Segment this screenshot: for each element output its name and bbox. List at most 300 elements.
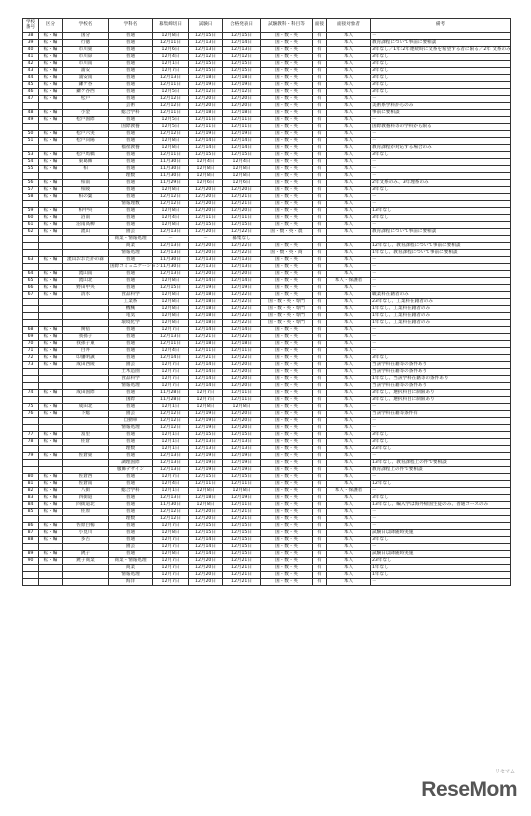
table-cell: 12月22日 <box>223 250 261 257</box>
table-cell: 12月22日 <box>223 355 261 362</box>
table-cell: 67 <box>23 292 39 299</box>
table-cell: 有 <box>313 215 327 222</box>
table-cell: 1年なし、工業科在籍者のみ <box>371 306 511 313</box>
table-cell: 40 <box>23 47 39 54</box>
table-cell: 本人・保護者 <box>327 488 371 495</box>
table-cell: 64 <box>23 271 39 278</box>
table-cell: 12月19日 <box>223 82 261 89</box>
table-row <box>23 341 511 348</box>
table-cell: 62 <box>23 229 39 236</box>
table-cell <box>39 236 63 243</box>
table-row <box>23 243 511 250</box>
table-cell: － <box>371 334 511 341</box>
table-row <box>23 390 511 397</box>
table-cell: 12月20日 <box>189 558 223 565</box>
table-cell: 12月8日 <box>223 173 261 180</box>
table-cell: 13年なし <box>371 208 511 215</box>
table-cell: － <box>371 159 511 166</box>
table-cell: 有 <box>313 523 327 530</box>
table-cell: 国・数・英 <box>261 495 313 502</box>
table-row <box>23 495 511 502</box>
table-cell: 12月14日 <box>189 369 223 376</box>
table-cell: 転・編 <box>39 509 63 516</box>
table-cell: 普通 <box>109 551 153 558</box>
table-cell: 転・編 <box>39 285 63 292</box>
table-cell <box>23 201 39 208</box>
table-row <box>23 572 511 579</box>
table-cell: 12月13日 <box>189 40 223 47</box>
table-cell: 本人 <box>327 341 371 348</box>
table-cell: 食品科学 <box>109 292 153 299</box>
table-row <box>23 530 511 537</box>
table-cell: － <box>371 201 511 208</box>
table-cell: 12月11日 <box>223 348 261 355</box>
table-cell: 48 <box>23 110 39 117</box>
table-cell: 教育課程が対応する場合のみ <box>371 145 511 152</box>
table-cell: 12月21日 <box>223 194 261 201</box>
table-cell: 本人 <box>327 481 371 488</box>
table-cell: 12月1日 <box>153 446 189 453</box>
table-cell: 柏南 <box>63 180 109 187</box>
table-cell: 有 <box>313 348 327 355</box>
table-cell: 12月11日 <box>223 502 261 509</box>
table-row <box>23 544 511 551</box>
table-cell: 12月8日 <box>153 208 189 215</box>
table-cell: － <box>371 509 511 516</box>
table-cell <box>23 145 39 152</box>
table-cell: 有 <box>313 117 327 124</box>
table-cell: 園芸 <box>109 362 153 369</box>
table-cell: 本人 <box>327 110 371 117</box>
table-cell: 12月21日 <box>223 509 261 516</box>
table-cell: 有 <box>313 565 327 572</box>
table-row <box>23 348 511 355</box>
table-cell: 本人 <box>327 89 371 96</box>
table-row <box>23 250 511 257</box>
table-cell: 普通 <box>109 453 153 460</box>
table-cell: 普通 <box>109 355 153 362</box>
table-cell: 国・数・英 <box>261 61 313 68</box>
table-cell: 転・編 <box>39 537 63 544</box>
table-cell: 柏中央 <box>63 208 109 215</box>
table-cell: 13年なし、編入学は海外帰国生徒のみ、普通コースのみ <box>371 502 511 509</box>
table-cell: 転・編 <box>39 152 63 159</box>
table-cell: 小見川 <box>63 530 109 537</box>
table-cell: 有 <box>313 264 327 271</box>
table-cell <box>63 446 109 453</box>
table-cell: 53 <box>23 152 39 159</box>
table-cell: 12月8日 <box>223 488 261 495</box>
table-cell: 12月8日 <box>153 320 189 327</box>
table-cell <box>23 299 39 306</box>
table-cell: 有 <box>313 33 327 40</box>
table-cell <box>63 306 109 313</box>
table-cell: 12月15日 <box>223 68 261 75</box>
table-cell <box>23 446 39 453</box>
table-cell: 国・数・英・専門 <box>261 306 313 313</box>
table-cell: 3年なし <box>371 89 511 96</box>
table-cell: 12月19日 <box>223 460 261 467</box>
table-cell: 富里 <box>63 432 109 439</box>
table-cell <box>39 397 63 404</box>
table-cell: － <box>371 96 511 103</box>
table-cell: 国・数・英 <box>261 33 313 40</box>
table-cell: 転・編 <box>39 257 63 264</box>
table-cell: 12月7日 <box>153 68 189 75</box>
table-cell: 転・編 <box>39 89 63 96</box>
table-cell: 我孫子 <box>63 334 109 341</box>
table-cell: 70 <box>23 341 39 348</box>
table-cell: 柏陵 <box>63 187 109 194</box>
table-cell: 国・数・英 <box>261 117 313 124</box>
table-cell: 芸術 <box>109 103 153 110</box>
table-cell: 普通 <box>109 474 153 481</box>
table-cell: 試験日以降随時実施 <box>371 551 511 558</box>
table-cell: 銚子 <box>63 551 109 558</box>
table-row <box>23 152 511 159</box>
table-cell: 12月18日 <box>189 495 223 502</box>
table-cell: 有 <box>313 369 327 376</box>
table-cell: 有 <box>313 271 327 278</box>
table-row <box>23 229 511 236</box>
table-cell: 12月20日 <box>189 194 223 201</box>
table-cell: 有 <box>313 222 327 229</box>
table-cell: 本人 <box>327 572 371 579</box>
table-row <box>23 285 511 292</box>
table-cell: 12月21日 <box>223 516 261 523</box>
table-cell: 本人 <box>327 397 371 404</box>
table-cell: 12月8日 <box>189 166 223 173</box>
table-cell: 国・数・英 <box>261 173 313 180</box>
table-cell: 本人 <box>327 376 371 383</box>
table-cell: 本人 <box>327 166 371 173</box>
table-cell: 国・数・英 <box>261 488 313 495</box>
table-cell: 有 <box>313 418 327 425</box>
table-cell: 12月12日 <box>153 194 189 201</box>
table-cell: 本人 <box>327 453 371 460</box>
table-cell <box>23 460 39 467</box>
table-cell: 12月20日 <box>223 383 261 390</box>
table-cell: 総合学科 <box>109 488 153 495</box>
table-cell: 12月8日 <box>189 502 223 509</box>
table-cell: 浦安南 <box>63 75 109 82</box>
table-cell: 63 <box>23 257 39 264</box>
table-cell <box>63 516 109 523</box>
table-cell: 国・数・英 <box>261 572 313 579</box>
table-cell: 71 <box>23 348 39 355</box>
table-cell: 有 <box>313 397 327 404</box>
table-cell: 普通 <box>109 537 153 544</box>
table-cell: 本人 <box>327 446 371 453</box>
table-cell: 転・編 <box>39 180 63 187</box>
table-cell: 転・編 <box>39 488 63 495</box>
table-row <box>23 481 511 488</box>
table-cell: 本人 <box>327 537 371 544</box>
table-cell: 有 <box>313 257 327 264</box>
table-cell: 情報処理 <box>109 572 153 579</box>
table-cell: 12月7日 <box>153 537 189 544</box>
table-cell: 美術系学科からのみ <box>371 103 511 110</box>
table-row <box>23 236 511 243</box>
table-cell: 12月15日 <box>189 474 223 481</box>
table-cell: 有 <box>313 362 327 369</box>
table-cell: 市川東 <box>63 47 109 54</box>
table-cell: 普通 <box>109 68 153 75</box>
table-cell: 12月18日 <box>223 110 261 117</box>
table-cell: 本人 <box>327 124 371 131</box>
table-cell: 12月20日 <box>189 208 223 215</box>
table-cell: 国・数・英 <box>261 215 313 222</box>
table-cell: 転・編 <box>39 530 63 537</box>
table-cell: 51 <box>23 138 39 145</box>
table-cell: 12月15日 <box>189 61 223 68</box>
table-cell: 国・数・英 <box>261 292 313 299</box>
table-cell: 12月15日 <box>189 432 223 439</box>
table-cell: － <box>371 453 511 460</box>
table-cell: 転・編 <box>39 481 63 488</box>
table-cell: 情報処理 <box>109 425 153 432</box>
table-cell: 12月8日 <box>153 222 189 229</box>
table-cell: 国・数・英 <box>261 565 313 572</box>
table-cell: 普通 <box>109 439 153 446</box>
table-cell: 12月22日 <box>223 334 261 341</box>
table-cell <box>23 173 39 180</box>
table-cell: 12月7日 <box>153 383 189 390</box>
table-cell: 3年なし、選択科目に制限あり <box>371 390 511 397</box>
table-cell: 本人 <box>327 530 371 537</box>
table-cell: 国・数・英 <box>261 334 313 341</box>
table-cell <box>39 572 63 579</box>
table-cell: 本人 <box>327 320 371 327</box>
table-cell: 12月18日 <box>189 110 223 117</box>
table-cell: 国・数・英 <box>261 551 313 558</box>
table-cell: 白井 <box>63 348 109 355</box>
table-cell: 本人 <box>327 474 371 481</box>
table-cell: 23年なし <box>371 558 511 565</box>
table-cell: 12月11日 <box>223 215 261 222</box>
table-cell: 12月18日 <box>189 320 223 327</box>
table-row <box>23 89 511 96</box>
table-cell: 国・数・英・専門 <box>261 299 313 306</box>
table-cell: 佐原白楊 <box>63 523 109 530</box>
table-cell <box>39 516 63 523</box>
table-cell <box>39 418 63 425</box>
table-cell: 国・数・英 <box>261 187 313 194</box>
table-cell: 機械 <box>109 306 153 313</box>
table-cell: 本人 <box>327 355 371 362</box>
table-row <box>23 516 511 523</box>
table-cell: 本人 <box>327 75 371 82</box>
table-cell: 12月7日 <box>153 327 189 334</box>
table-cell: 12月4日 <box>223 159 261 166</box>
table-cell: 12月14日 <box>189 376 223 383</box>
table-cell: 普通 <box>109 75 153 82</box>
table-cell: 12月14日 <box>189 544 223 551</box>
table-row <box>23 264 511 271</box>
table-cell: 普通 <box>109 61 153 68</box>
table-cell: 本人 <box>327 243 371 250</box>
table-cell: 当該学科在籍等の条件あり <box>371 383 511 390</box>
table-row <box>23 110 511 117</box>
table-cell: 理数 <box>109 516 153 523</box>
table-cell: 12月13日 <box>223 446 261 453</box>
table-cell: 12月7日 <box>153 544 189 551</box>
table-cell: 2年文系のみ、3年理系のみ <box>371 180 511 187</box>
table-cell: 本人 <box>327 257 371 264</box>
table-cell: 柏 <box>63 166 109 173</box>
table-cell: 本人 <box>327 418 371 425</box>
table-cell: 本人 <box>327 439 371 446</box>
table-cell <box>23 103 39 110</box>
table-cell <box>261 236 313 243</box>
table-cell: 12月20日 <box>189 250 223 257</box>
table-cell: 普通 <box>109 33 153 40</box>
table-cell: 本人 <box>327 54 371 61</box>
table-cell: 当該学科在籍等条件有 <box>371 411 511 418</box>
table-cell <box>63 572 109 579</box>
table-cell: 小金 <box>63 110 109 117</box>
table-cell: 本人・保護者 <box>327 278 371 285</box>
table-cell: 66 <box>23 285 39 292</box>
table-cell: 12月7日 <box>153 558 189 565</box>
table-cell: 有 <box>313 61 327 68</box>
table-cell: 国際コミュニケーション <box>110 263 161 269</box>
table-cell: 12月8日 <box>153 138 189 145</box>
table-cell: 本人 <box>327 516 371 523</box>
table-cell: 佐倉東 <box>63 453 109 460</box>
table-cell: 転・編 <box>39 159 63 166</box>
table-cell: 12月15日 <box>189 222 223 229</box>
table-cell: 12月18日 <box>189 292 223 299</box>
table-cell: 12月22日 <box>223 243 261 250</box>
table-cell: 普通 <box>109 530 153 537</box>
table-cell: 3年なし／1年:2年連続時に文系を希望する者に限る／2年 文系のみ <box>372 46 511 52</box>
table-cell: 12月6日 <box>189 180 223 187</box>
table-cell <box>23 579 39 586</box>
table-row <box>23 201 511 208</box>
table-cell: 電気 <box>109 313 153 320</box>
table-cell <box>63 313 109 320</box>
table-row <box>23 565 511 572</box>
table-cell <box>63 579 109 586</box>
table-cell: 職業科在籍者のみ <box>371 292 511 299</box>
table-cell: 84 <box>23 502 39 509</box>
table-row <box>23 278 511 285</box>
table-cell <box>39 460 63 467</box>
table-cell: 12月7日 <box>153 572 189 579</box>
table-cell: 73 <box>23 362 39 369</box>
table-cell: 有 <box>313 75 327 82</box>
table-cell: 商業 <box>109 243 153 250</box>
table-cell: 有 <box>313 159 327 166</box>
table-cell: 有 <box>313 481 327 488</box>
table-cell: 教育課程上の件で要相談 <box>371 467 511 474</box>
table-cell: 転・編 <box>39 390 63 397</box>
table-cell: 松戸 <box>63 96 109 103</box>
table-cell: 国・数・英 <box>261 264 313 271</box>
table-row <box>23 54 511 61</box>
table-cell: 3年なし <box>371 439 511 446</box>
table-cell: 本人 <box>327 425 371 432</box>
column-header: 面接対象者 <box>327 19 371 33</box>
table-cell: 当該学科在籍等の条件あり <box>371 362 511 369</box>
table-cell: 23年なし、工業科在籍者のみ <box>371 299 511 306</box>
table-cell: 国・数・英 <box>261 131 313 138</box>
table-cell: 12月1日 <box>153 439 189 446</box>
table-cell: 12月19日 <box>189 460 223 467</box>
table-cell: 本人 <box>327 180 371 187</box>
table-cell: 多古 <box>63 537 109 544</box>
table-cell: 12月20日 <box>223 96 261 103</box>
table-cell: 国・数・英 <box>261 397 313 404</box>
table-cell: 有 <box>313 502 327 509</box>
table-cell: 12月13日 <box>153 250 189 257</box>
table-cell: 12月15日 <box>189 530 223 537</box>
table-cell: 転・編 <box>39 474 63 481</box>
table-cell <box>39 565 63 572</box>
table-row <box>23 292 511 299</box>
table-cell: 57 <box>23 187 39 194</box>
table-cell: 68 <box>23 327 39 334</box>
table-cell: 12月18日 <box>189 313 223 320</box>
table-cell: 12月8日 <box>153 530 189 537</box>
table-cell: 国・数・英 <box>261 201 313 208</box>
table-cell: － <box>371 194 511 201</box>
table-cell: 佐原 <box>63 509 109 516</box>
table-cell: 12月13日 <box>189 439 223 446</box>
table-row <box>23 376 511 383</box>
table-cell: 園芸 <box>109 411 153 418</box>
table-cell: 国・数・英・農 <box>261 229 313 236</box>
table-cell: 75 <box>23 404 39 411</box>
table-cell: 12月14日 <box>223 40 261 47</box>
table-cell: 12月13日 <box>223 264 261 271</box>
table-cell: 本人 <box>327 82 371 89</box>
table-cell: 有 <box>313 54 327 61</box>
table-cell: 国・数・英・商 <box>261 250 313 257</box>
table-cell: 11月28日 <box>153 390 189 397</box>
table-cell: － <box>371 544 511 551</box>
table-cell: 本人 <box>327 264 371 271</box>
table-cell <box>23 236 39 243</box>
table-cell: 12月8日 <box>153 278 189 285</box>
table-cell: 普通 <box>109 334 153 341</box>
table-cell: 12月15日 <box>153 285 189 292</box>
table-cell: 転・編 <box>39 551 63 558</box>
table-cell: 12月11日 <box>223 390 261 397</box>
table-cell: 12月20日 <box>223 362 261 369</box>
table-cell: 本人 <box>327 194 371 201</box>
table-row <box>23 579 511 586</box>
table-cell <box>23 397 39 404</box>
table-cell: 12月1日 <box>153 404 189 411</box>
table-cell: － <box>153 236 189 243</box>
table-cell <box>23 264 39 271</box>
table-cell: 1年なし <box>371 565 511 572</box>
table-cell: 12月11日 <box>153 341 189 348</box>
table-cell: 国・数・英 <box>261 418 313 425</box>
table-cell: － <box>371 488 511 495</box>
table-cell <box>23 250 39 257</box>
table-cell: 11月30日 <box>153 166 189 173</box>
table-cell: 12月19日 <box>223 495 261 502</box>
table-cell: 国・数・英 <box>261 285 313 292</box>
table-cell: 有 <box>313 320 327 327</box>
table-cell: 12月14日 <box>223 327 261 334</box>
table-cell: 11月28日 <box>153 397 189 404</box>
table-cell: 12月18日 <box>223 75 261 82</box>
table-row <box>23 96 511 103</box>
